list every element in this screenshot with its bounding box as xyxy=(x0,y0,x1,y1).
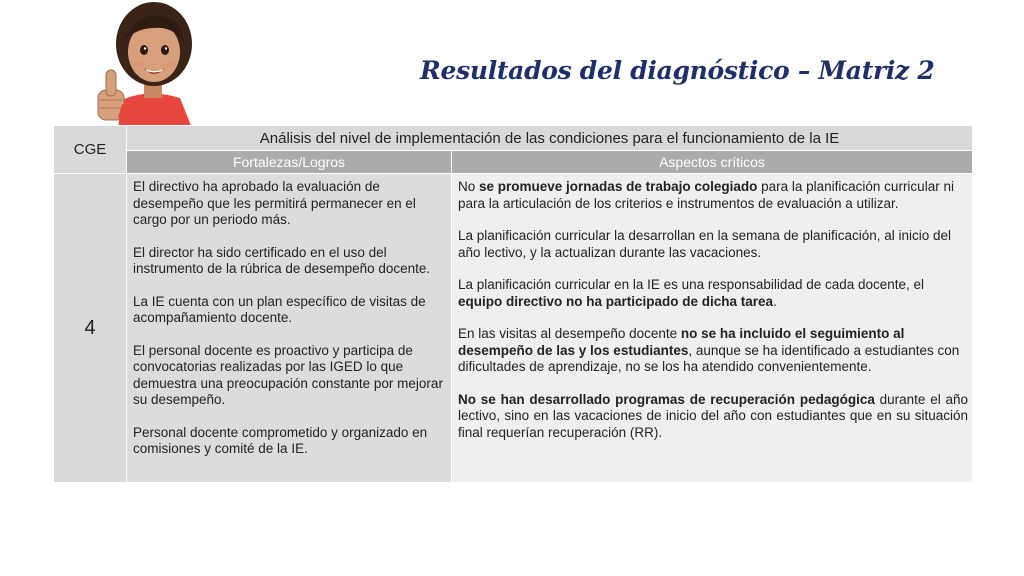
cge-number: 4 xyxy=(54,174,127,483)
strength-item: Personal docente comprometido y organizado en comisiones y comité de la IE. xyxy=(133,424,428,456)
critical-emphasis: se promueve jornadas de trabajo colegiado xyxy=(479,179,758,194)
critical-text: La planificación curricular en la IE es una responsabilidad de cada docente, el xyxy=(458,277,925,292)
strength-item: El director ha sido certificado en el uso del instrumento de la rúbrica de desempeño docente. xyxy=(133,244,431,276)
strengths-column-header: Fortalezas/Logros xyxy=(127,151,452,174)
strength-item: El personal docente es proactivo y participa de convocatorias realizadas por las IGED lo que demuestra una preocupación constante por mejorar su desempeño. xyxy=(133,342,443,407)
critical-item: La planificación curricular la desarrollan en la semana de planificación, al inicio del año lectivo, y la actualizan durante las vacaciones. xyxy=(458,228,952,260)
strength-item: El directivo ha aprobado la evaluación de desempeño que les permitirá permanecer en el cargo por un periodo más. xyxy=(133,179,416,227)
critical-text: durante el año lectivo, sino en las vacaciones de inicio del año con estudiantes que en su situación final requerían recuperación (RR). xyxy=(458,391,969,440)
strength-item: La IE cuenta con un plan específico de visitas de acompañamiento docente. xyxy=(133,293,426,325)
critical-aspects-column-header: Aspectos críticos xyxy=(452,151,973,174)
critical-text: para la planificación curricular ni para la articulación de los criterios e instrumentos de evaluación a utilizar. xyxy=(458,179,954,211)
critical-emphasis: equipo directivo no ha participado de dicha tarea xyxy=(458,293,774,309)
critical-item xyxy=(458,392,968,442)
critical-emphasis: no se ha incluido el seguimiento al desempeño de las y los estudiantes xyxy=(458,326,905,358)
girl-thumbs-up-illustration xyxy=(88,0,218,128)
critical-item xyxy=(458,326,968,376)
page-title: Resultados del diagnóstico – Matriz 2 xyxy=(420,56,935,85)
critical-text: , aunque se ha identificado a estudiantes con dificultades de aprendizaje, no se los ha atendido convenientemente. xyxy=(458,342,960,374)
cge-header: CGE xyxy=(54,126,127,174)
critical-aspects-cell xyxy=(452,174,973,483)
critical-text: No xyxy=(458,179,480,194)
analysis-header: Análisis del nivel de implementación de las condiciones para el funcionamiento de la IE xyxy=(127,126,973,151)
critical-emphasis: No se han desarrollado programas de recuperación pedagógica xyxy=(458,391,875,407)
critical-text: . xyxy=(773,293,777,309)
diagnosis-matrix-table xyxy=(53,125,973,483)
critical-item xyxy=(458,277,968,310)
strengths-cell xyxy=(127,174,452,483)
critical-item xyxy=(458,179,968,212)
critical-text: En las visitas al desempeño docente xyxy=(458,326,681,341)
